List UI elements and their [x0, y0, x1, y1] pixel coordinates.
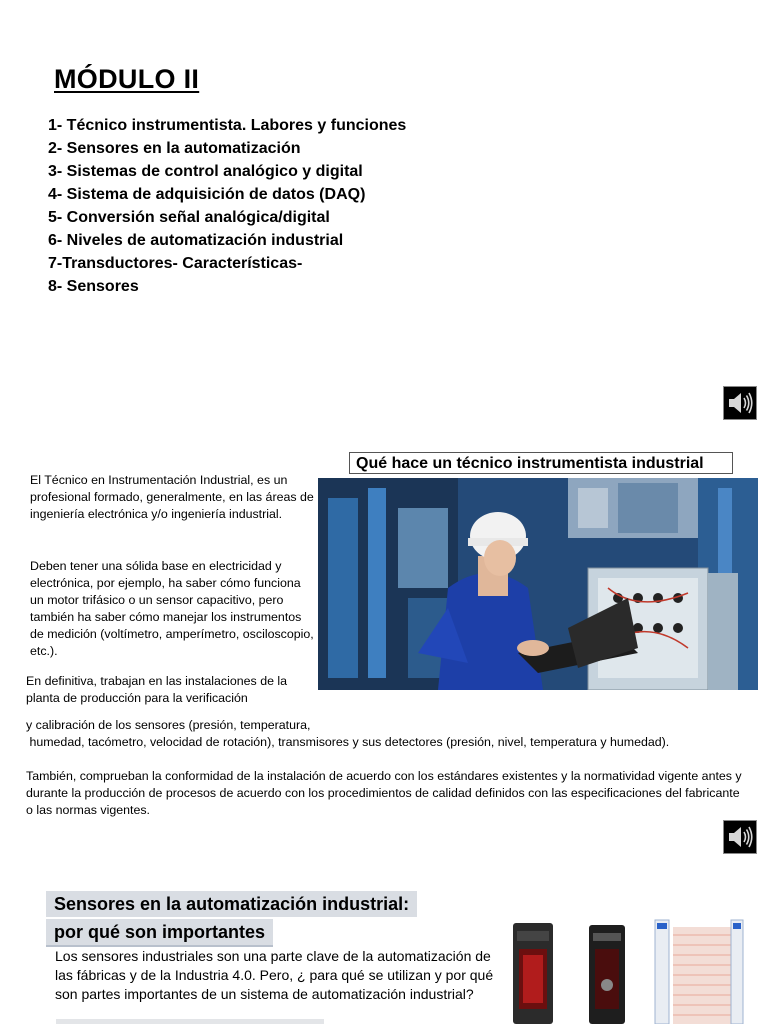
heading-line: por qué son importantes: [46, 919, 273, 947]
paragraph: El Técnico en Instrumentación Industrial, es un profesional formado, generalmente, en las áreas de ingeniería electrónica y/o ingeniería industrial.: [30, 473, 314, 521]
speaker-icon[interactable]: [723, 820, 757, 854]
speaker-icon[interactable]: [723, 386, 757, 420]
topic-item: 6- Niveles de automatización industrial: [48, 232, 344, 249]
topic-item: 8- Sensores: [48, 278, 139, 295]
topic-list: [48, 116, 406, 300]
heading-line: Sensores en la automatización industrial:: [46, 891, 417, 917]
paragraph-line: humedad, tacómetro, velocidad de rotación), transmisores y sus detectores (presión, nivel, temperatura y humedad).: [26, 735, 670, 749]
section-heading: [46, 891, 417, 947]
module-title: MÓDULO II: [54, 64, 200, 94]
topic-item: 2- Sensores en la automatización: [48, 140, 301, 157]
paragraph: Los sensores industriales son una parte clave de la automatización de las fábricas y de la Industria 4.0. Pero, ¿ para qué se utilizan y por qué son partes importantes de un sistema de automatización industrial?: [55, 948, 494, 1002]
paragraph: En definitiva, trabajan en las instalaciones de la planta de producción para la verificación: [26, 674, 288, 705]
topic-item: 1- Técnico instrumentista. Labores y funciones: [48, 117, 407, 134]
topic-item: 4- Sistema de adquisición de datos (DAQ): [48, 186, 366, 203]
sensors-photo: [505, 915, 745, 1024]
paragraph: [26, 717, 746, 751]
technician-photo: [318, 478, 758, 690]
paragraph: Deben tener una sólida base en electricidad y electrónica, por ejemplo, ha saber cómo funciona un motor trifásico o un sensor capacitivo, pero también ha saber cómo manejar los instrumentos de medición (voltímetro, amperímetro, osciloscopio, etc.).: [30, 559, 314, 658]
paragraph: También, comprueban la conformidad de la instalación de acuerdo con los estándares existentes y la normatividad vigente antes y durante la producción de procesos de acuerdo con los procedimientos de calidad definidos con las especificaciones del fabricante o las normas vigentes.: [26, 769, 742, 817]
section-heading: Qué hace un técnico instrumentista industrial: [349, 452, 733, 474]
topic-item: 3- Sistemas de control analógico y digital: [48, 163, 363, 180]
highlight-bar: [56, 1019, 324, 1024]
topic-item: 7-Transductores- Características-: [48, 255, 303, 272]
paragraph-line: y calibración de los sensores (presión, temperatura,: [26, 718, 311, 732]
topic-item: 5- Conversión señal analógica/digital: [48, 209, 330, 226]
